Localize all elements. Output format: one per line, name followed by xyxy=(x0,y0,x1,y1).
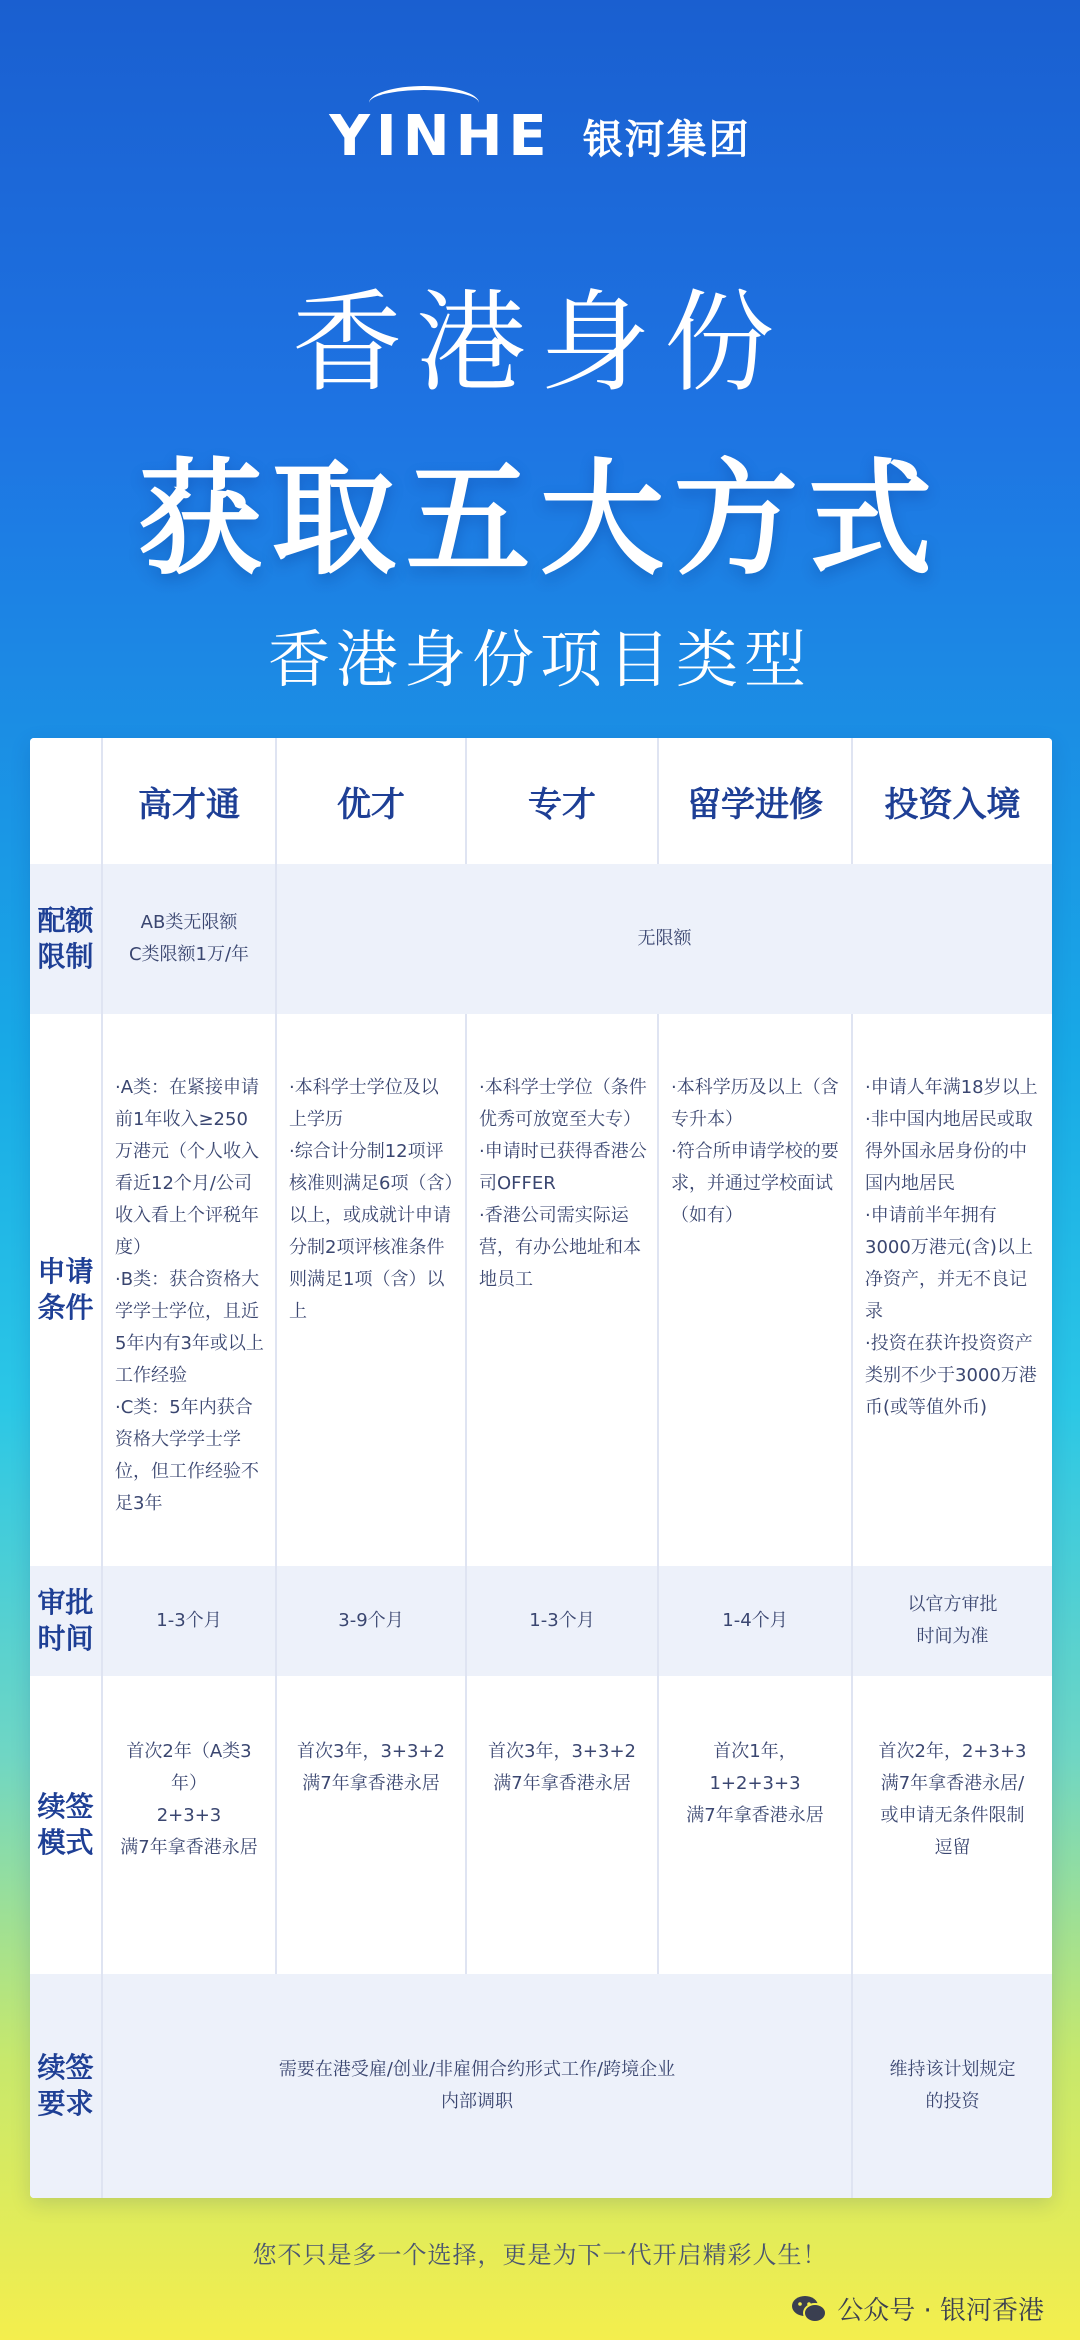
conditions-row xyxy=(30,1014,1052,1566)
brand-header xyxy=(0,104,1080,169)
conditions-youcai: ·本科学士学位及以上学历 ·综合计分制12项评核准则满足6项（含）以上，或成就计申请分制2项评核准条件则满足1项（含）以上 xyxy=(276,1014,466,1566)
row-label-conditions: 申请 条件 xyxy=(30,1014,102,1566)
yinhe-logo xyxy=(329,104,552,169)
renewal-mode-youcai: 首次3年，3+3+2 满7年拿香港永居 xyxy=(276,1676,466,1974)
approval-touzi: 以官方审批 时间为准 xyxy=(852,1566,1052,1676)
title-line3: 香港身份项目类型 xyxy=(267,623,812,696)
header-liuxue: 留学进修 xyxy=(658,738,852,864)
renewal-mode-touzi: 首次2年，2+3+3 满7年拿香港永居/ 或申请无条件限制 逗留 xyxy=(878,1741,1027,1858)
renewal-mode-zhuancai: 首次3年，3+3+2 满7年拿香港永居 xyxy=(466,1676,658,1974)
title-line1: 香港身份 xyxy=(292,279,788,407)
row-label-approval: 审批 时间 xyxy=(30,1566,102,1676)
approval-youcai: 3-9个月 xyxy=(276,1566,466,1676)
header-empty xyxy=(30,738,102,864)
renewal-mode-liuxue: 首次1年，1+2+3+3 满7年拿香港永居 xyxy=(658,1676,852,1974)
renewal-req-row xyxy=(30,1974,1052,2198)
header-youcai: 优才 xyxy=(276,738,466,864)
row-label-renewal-mode: 续签 模式 xyxy=(30,1676,102,1974)
quota-others: 无限额 xyxy=(276,864,1052,1014)
comparison-table-card xyxy=(30,738,1052,2198)
quota-gaocaitong: AB类无限额 C类限额1万/年 xyxy=(102,864,276,1014)
logo-swoosh-icon xyxy=(369,86,479,120)
brand-name: 银河集团 xyxy=(582,117,751,163)
conditions-touzi: ·申请人年满18岁以上 ·非中国内地居民或取得外国永居身份的中国内地居民 ·申请前半年拥有3000万港元(含)以上净资产，并无不良记录 ·投资在获许投资资产类别不少于3000万港币(或等值外币) xyxy=(865,1077,1038,1418)
header-gaocaitong: 高才通 xyxy=(102,738,276,864)
renewal-req-touzi: 维持该计划规定 的投资 xyxy=(852,1974,1052,2198)
conditions-liuxue: ·本科学历及以上（含专升本） ·符合所申请学校的要求，并通过学校面试（如有） xyxy=(658,1014,852,1566)
approval-liuxue: 1-4个月 xyxy=(658,1566,852,1676)
approval-gaocaitong: 1-3个月 xyxy=(102,1566,276,1676)
renewal-req-merged: 需要在港受雇/创业/非雇佣合约形式工作/跨境企业 内部调职 xyxy=(102,1974,852,2198)
table-header-row xyxy=(30,738,1052,864)
quota-row xyxy=(30,864,1052,1014)
wechat-badge xyxy=(791,2290,1044,2327)
wechat-account-label: 公众号 · 银河香港 xyxy=(837,2296,1044,2326)
conditions-gaocaitong: ·A类：在紧接申请前1年收入≥250万港元（个人收入看近12个月/公司收入看上个评税年度） ·B类：获合资格大学学士学位，且近5年内有3年或以上工作经验 ·C类：5年内获合资格大学学士学位，但工作经验不足3年 xyxy=(102,1014,276,1566)
header-zhuancai: 专才 xyxy=(466,738,658,864)
renewal-mode-gaocaitong: 首次2年（A类3年） 2+3+3 满7年拿香港永居 xyxy=(102,1676,276,1974)
row-label-renewal-req: 续签 要求 xyxy=(30,1974,102,2198)
row-label-quota: 配额 限制 xyxy=(30,864,102,1014)
wechat-icon xyxy=(791,2294,827,2324)
footer-slogan: 您不只是多一个选择，更是为下一代开启精彩人生！ xyxy=(252,2241,828,2269)
title-line2: 获取五大方式 xyxy=(137,448,942,592)
approval-zhuancai: 1-3个月 xyxy=(466,1566,658,1676)
header-touzi: 投资入境 xyxy=(852,738,1052,864)
approval-row xyxy=(30,1566,1052,1676)
comparison-table xyxy=(30,738,1052,2198)
logo-text: YINHE xyxy=(329,104,553,169)
renewal-mode-row xyxy=(30,1676,1052,1974)
conditions-zhuancai: ·本科学士学位（条件优秀可放宽至大专） ·申请时已获得香港公司OFFER ·香港公司需实际运营，有办公地址和本地员工 xyxy=(466,1014,658,1566)
